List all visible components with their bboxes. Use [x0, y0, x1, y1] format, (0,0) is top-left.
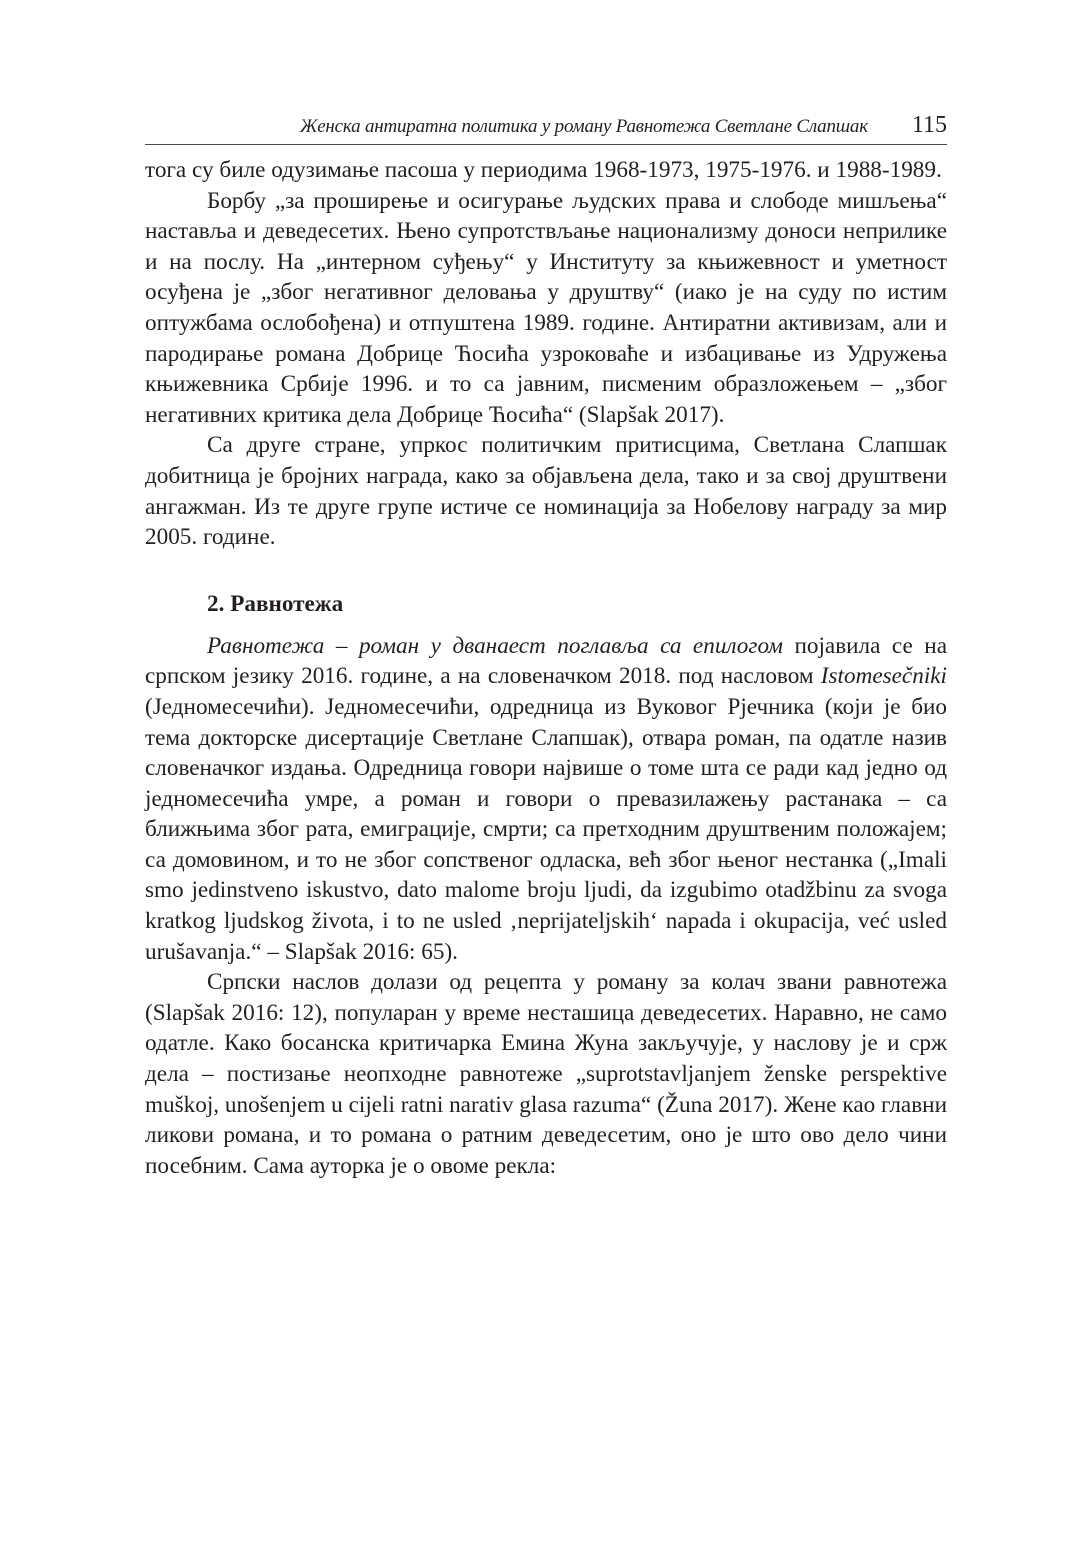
italic-text-segment: Равнотежа – роман у дванаест поглавља са епилогом — [207, 632, 783, 659]
section-heading: 2. Равнотежа — [207, 590, 344, 617]
book-page — [145, 112, 947, 1181]
text-segment: Са друге стране, упркос политичким притисцима, Светлана Слапшак добитница је бројних награда, како за објављена дела, тако и за свој друштвени ангажман. Из те друге групе истиче се номинација за Нобелову награду за мир 2005. године. — [145, 432, 947, 551]
text-segment: Борбу „за проширење и осигурање људских права и слободе мишљења“ наставља и деведесетих. Њено супротствљање национализму доноси неприлике и на послу. На „интерном суђењу“ у Институту за књижевност и уметност осуђена је „због негативног деловања у друштву“ (иако је на суду по истим оптужбама ослобођена) и отпуштена 1989. године. Антиратни активизам, али и пародирање романа Добрице Ћосића узроковаће и избацивање из Удружења књижевника Србије 1996. и то са јавним, писменим образложењем – „због негативних критика дела Добрице Ћосића“ (Slapšak 2017). — [145, 187, 947, 428]
running-header — [145, 112, 947, 145]
text-segment: (Једномесечићи). Једномесечићи, одредница из Вуковог Рјечника (који је био тема докторске дисертације Светлане Слапшак), отвара роман, па одатле назив словеначког издања. Одредница говори највише о томе шта се ради кад једно од једномесечића умре, а роман и говори о превазилажењу растанака – са ближњима због рата, емиграције, смрти; са претходним друштвеним положајем; са домовином, и то не због сопственог одласка, већ због њеног нестанка („Imali smo jedinstveno iskustvo, dato malome broju ljudi, da izgubimo otadžbinu za svoga kratkog ljudskog života, i to ne usled ‚neprijateljskih‘ napada i okupacija, već usled urušavanja.“ – Slapšak 2016: 65). — [145, 693, 947, 965]
paragraph — [145, 430, 947, 552]
text-segment: тога су биле одузимање пасоша у периодима 1968-1973, 1975-1976. и 1988-1989. — [145, 157, 942, 183]
page-number: 115 — [911, 112, 947, 138]
running-title: Женска антиратна политика у роману Равнотежа Светлане Слапшак — [300, 116, 868, 137]
text-segment: Српски наслов долази од рецепта у роману за колач звани равнотежа (Slapšak 2016: 12), популаран у време несташица деведесетих. Наравно, не само одатле. Како босанска критичарка Емина Жуна закључује, у наслову је и срж дела – постизање неопходне равнотеже „suprotstavljanjem ženske perspektive muškoj, unošenjem u cijeli ratni narativ glasa razuma“ (Žuna 2017). Жене као главни ликови романа, и то романа о ратним деведесетим, оно је што ово дело чини посебним. Сама ауторка је о овоме рекла: — [145, 969, 947, 1179]
paragraph — [145, 186, 947, 431]
text-segment: појавила се на српском језику 2016. године, а на словеначком 2018. под насловом — [145, 632, 947, 690]
paragraph — [145, 967, 947, 1181]
italic-text-segment: Istomesečniki — [820, 663, 947, 690]
paragraph — [145, 631, 947, 968]
body-text — [145, 155, 947, 1181]
paragraph — [145, 155, 947, 186]
